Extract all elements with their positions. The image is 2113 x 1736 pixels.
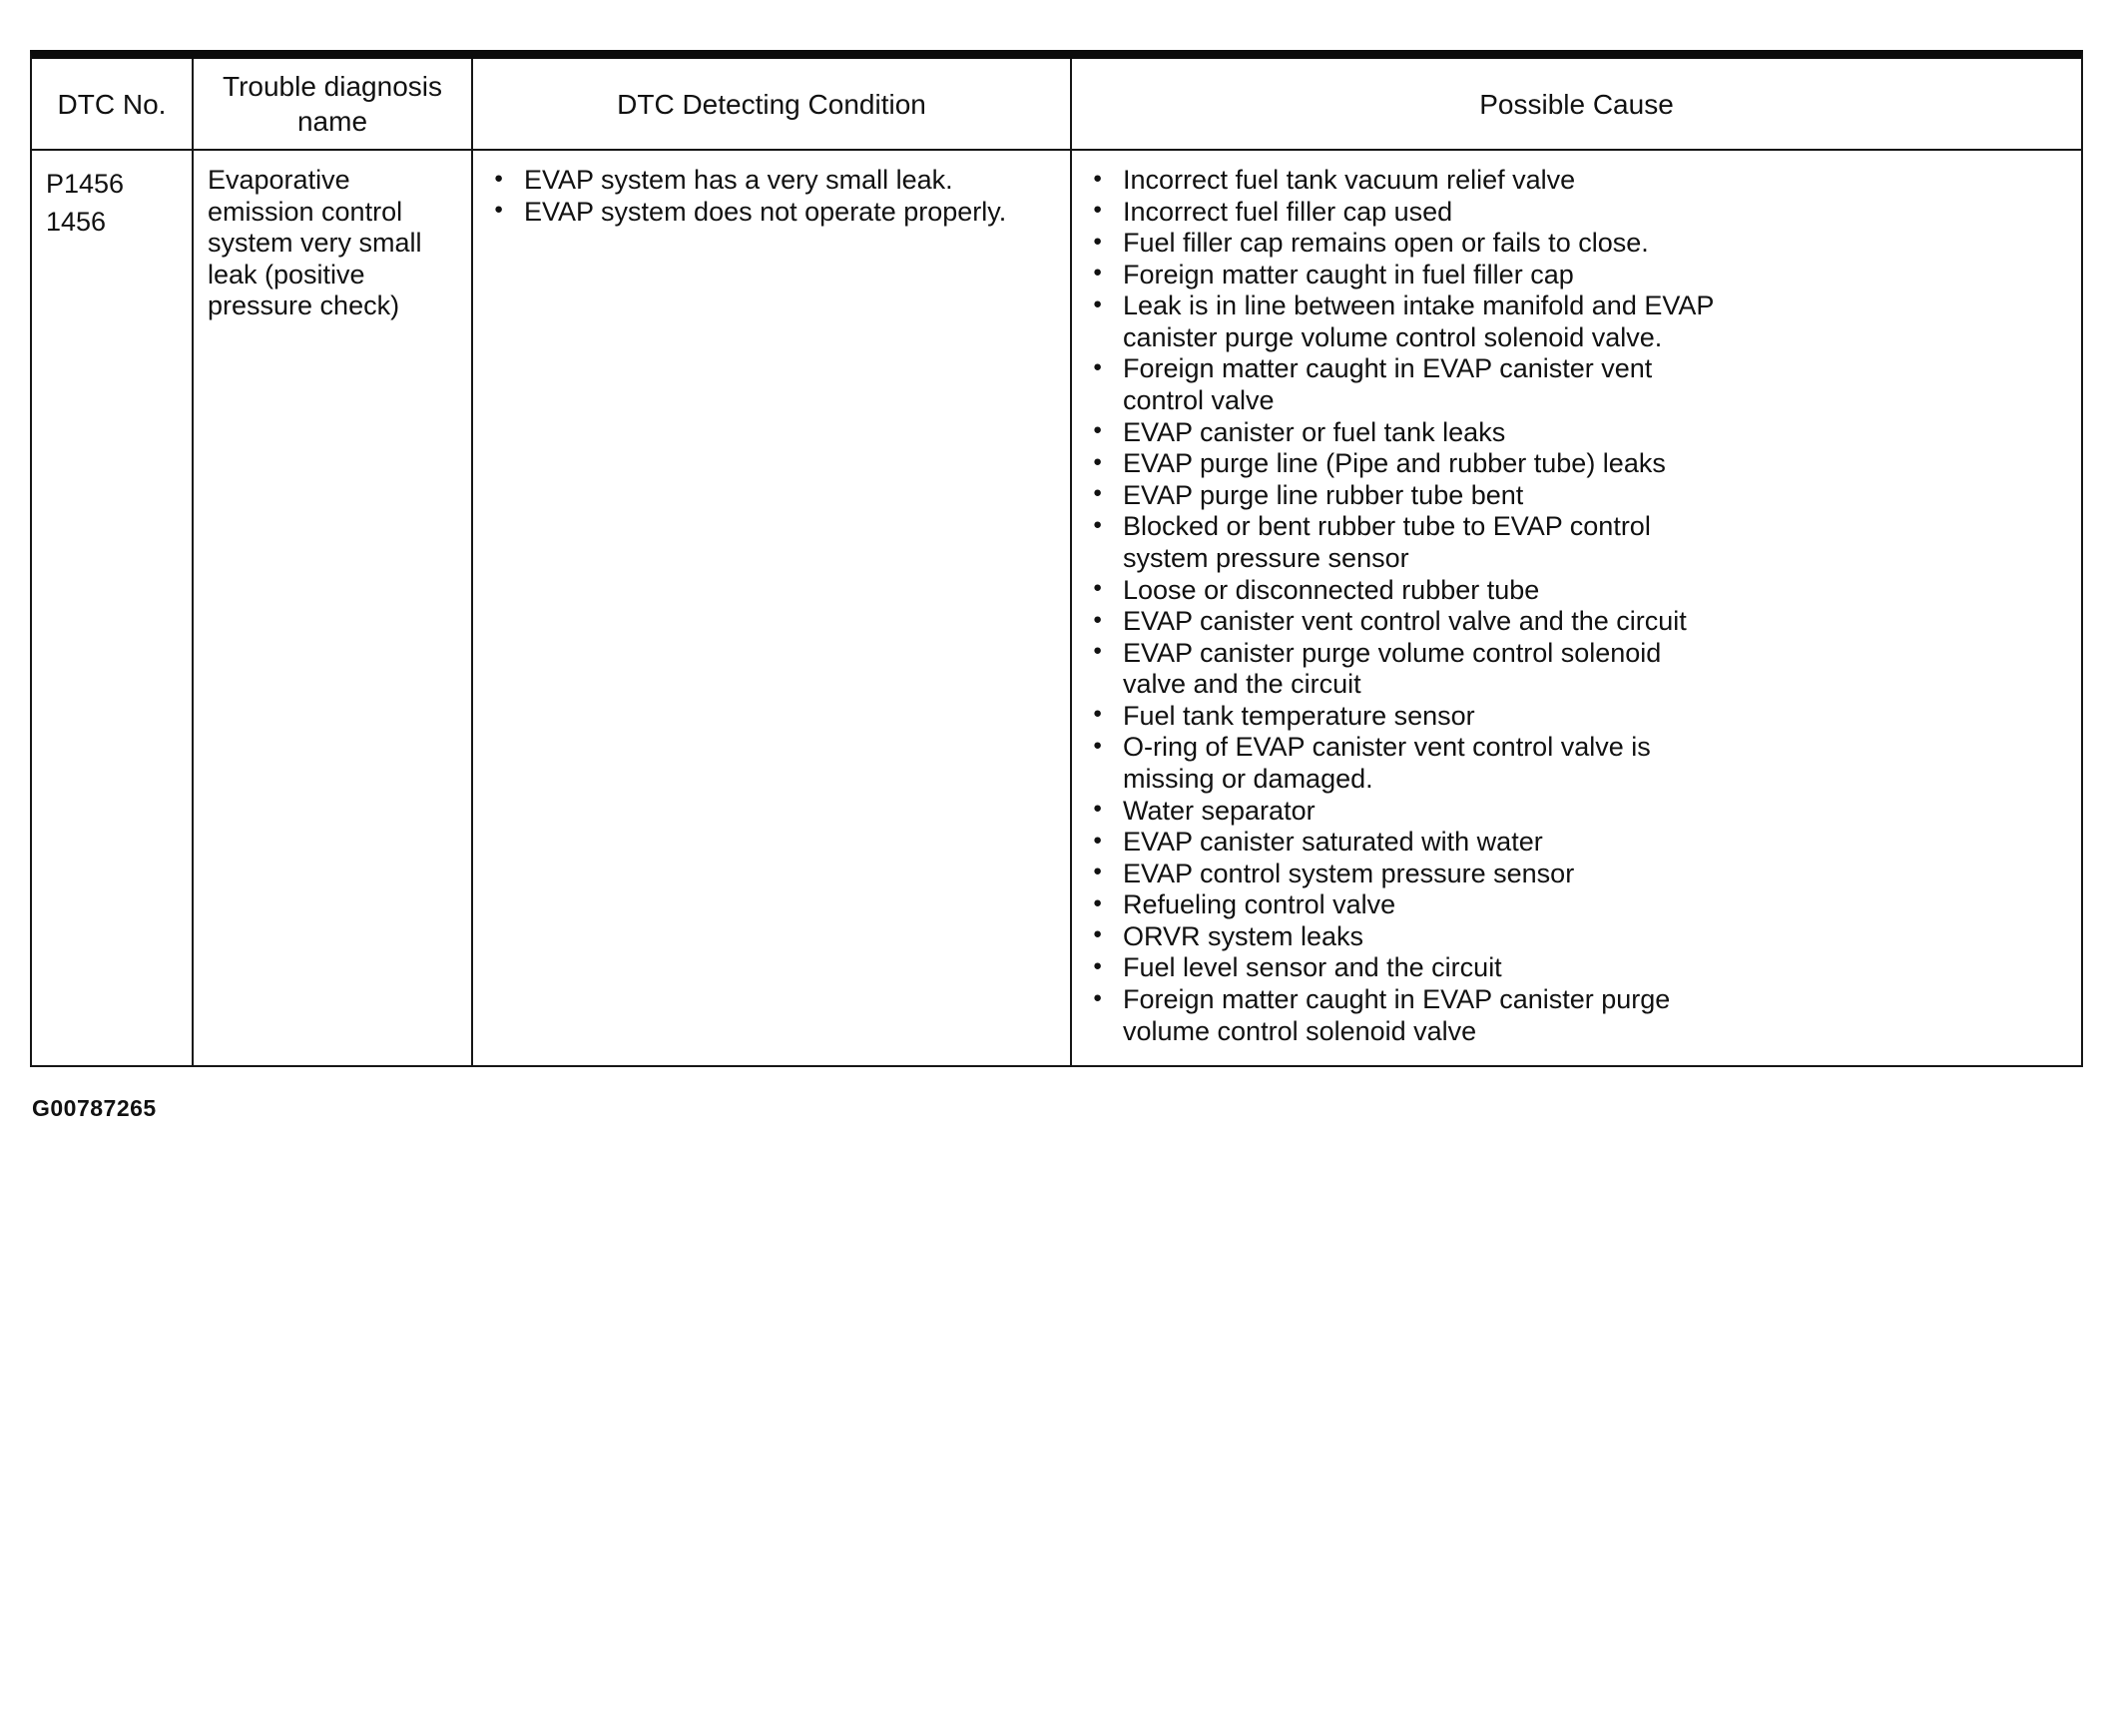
bullet-list-item: ● EVAP system does not operate properly. bbox=[487, 197, 1056, 229]
bullet-list-item: ● Incorrect fuel tank vacuum relief valve bbox=[1086, 165, 1729, 197]
column-header-trouble-diagnosis-name: Trouble diagnosis name bbox=[192, 59, 471, 151]
dtc-code-primary: P1456 bbox=[46, 169, 125, 199]
column-header-possible-cause: Possible Cause bbox=[1070, 59, 2081, 151]
bullet-list-item: ● Foreign matter caught in EVAP canister purge volume control solenoid valve bbox=[1086, 984, 1729, 1047]
bullet-list-item: ● Foreign matter caught in EVAP canister vent control valve bbox=[1086, 353, 1729, 416]
bullet-list-item: ● O-ring of EVAP canister vent control valve is missing or damaged. bbox=[1086, 732, 1729, 795]
bullet-list-item: ● Loose or disconnected rubber tube bbox=[1086, 575, 1729, 607]
cell-dtc-no bbox=[32, 151, 192, 1065]
bullet-list-item: ● EVAP system has a very small leak. bbox=[487, 165, 1056, 197]
bullet-list-item: ● EVAP canister purge volume control solenoid valve and the circuit bbox=[1086, 638, 1729, 701]
bullet-list-item: ● EVAP canister vent control valve and the circuit bbox=[1086, 606, 1729, 638]
detecting-condition-list bbox=[487, 165, 1056, 228]
possible-cause-list bbox=[1086, 165, 2067, 1047]
bullet-list-item: ● Fuel filler cap remains open or fails to close. bbox=[1086, 228, 1729, 260]
cell-dtc-detecting-condition bbox=[471, 151, 1070, 1065]
bullet-list-item: ● Refueling control valve bbox=[1086, 889, 1729, 921]
cell-trouble-diagnosis-name bbox=[192, 151, 471, 1065]
bullet-list-item: ● Incorrect fuel filler cap used bbox=[1086, 197, 1729, 229]
dtc-code-secondary: 1456 bbox=[46, 207, 107, 238]
trouble-diagnosis-name-text: Evaporative emission control system very small leak (positive pressure check) bbox=[208, 165, 422, 321]
bullet-list-item: ● Water separator bbox=[1086, 796, 1729, 828]
dtc-diagnosis-table bbox=[30, 50, 2083, 1067]
bullet-list-item: ● Fuel tank temperature sensor bbox=[1086, 701, 1729, 733]
bullet-list-item: ● EVAP purge line (Pipe and rubber tube) leaks bbox=[1086, 448, 1729, 480]
bullet-list-item: ● EVAP purge line rubber tube bent bbox=[1086, 480, 1729, 512]
bullet-list-item: ● EVAP control system pressure sensor bbox=[1086, 859, 1729, 890]
cell-possible-cause bbox=[1070, 151, 2081, 1065]
bullet-list-item: ● EVAP canister or fuel tank leaks bbox=[1086, 417, 1729, 449]
bullet-list-item: ● Blocked or bent rubber tube to EVAP control system pressure sensor bbox=[1086, 511, 1729, 574]
bullet-list-item: ● Fuel level sensor and the circuit bbox=[1086, 952, 1729, 984]
bullet-list-item: ● ORVR system leaks bbox=[1086, 921, 1729, 953]
bullet-list-item: ● Foreign matter caught in fuel filler cap bbox=[1086, 260, 1729, 291]
column-header-dtc-no: DTC No. bbox=[32, 59, 192, 151]
bullet-list-item: ● Leak is in line between intake manifold and EVAP canister purge volume control solenoid valve. bbox=[1086, 290, 1729, 353]
column-header-dtc-detecting-condition: DTC Detecting Condition bbox=[471, 59, 1070, 151]
bullet-list-item: ● EVAP canister saturated with water bbox=[1086, 827, 1729, 859]
figure-id-label: G00787265 bbox=[32, 1095, 157, 1122]
